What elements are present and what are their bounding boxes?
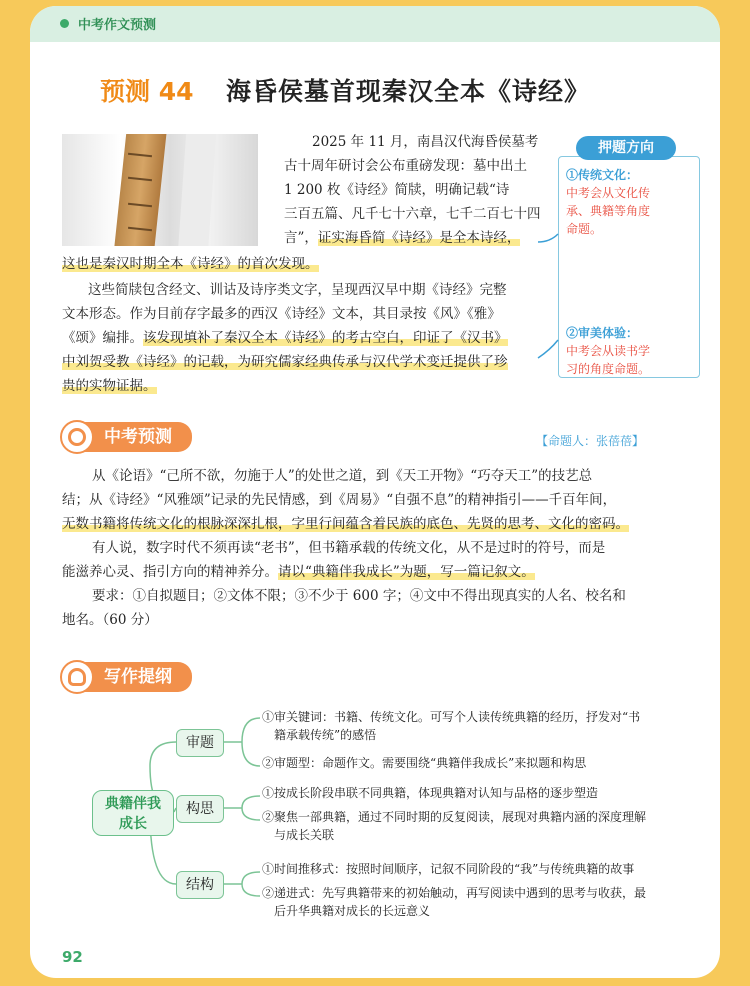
section-heading-outline: 写作提纲 <box>76 662 192 692</box>
outline-leaf-structure-2: ②递进式：先写典籍带来的初始触动，再写阅读中遇到的思考与收获，最 后升华典籍对成长的长远意义 <box>262 886 647 918</box>
writing-prompt: 从《论语》“己所不欲，勿施于人”的处世之道，到《天工开物》“巧夺天工”的技艺总 结；从《诗经》“风雅颂”记录的先民情感，到《周易》“自强不息”的精神指引——千百年间， 无数书籍将传统文化的根脉深深扎根，字里行间蕴含着民族的底色、先贤的思考、文化的密码。 有人说，数字时代不须再读“老书”，但书籍承载的传统文化，从不是过时的符号，而是 能滋养心灵、指引方向的精神养分。请以“典籍伴我成长”为题，写一篇记叙文。 要求：①自拟题目；②文体不限；③不少于 600 字；④文中不得出现真实的人名、校名和 地名。（60 分） <box>62 468 629 628</box>
page-number: 92 <box>62 948 83 966</box>
article-paragraph-1: 2025 年 11 月，南昌汉代海昏侯墓考 古十周年研讨会公布重磅发现：墓中出土 1 200 枚《诗经》简牍，明确记载“诗 三百五篇、凡千七十六章，七千二百七十四 言”，证实海昏简《诗经》是全本诗经， <box>284 134 541 246</box>
author-credit: 【命题人：张蓓蓓】 <box>536 434 645 448</box>
outline-node-topic: 审题 <box>176 729 224 757</box>
sidebar-item-culture: ①传统文化： 中考会从文化传 承、典籍等角度 命题。 <box>566 168 651 236</box>
outline-leaf-structure-1: ①时间推移式：按照时间顺序，记叙不同阶段的“我”与传统典籍的故事 <box>262 862 635 876</box>
article-paragraph-2: 这些简牍包含经文、训诂及诗序类文字，呈现西汉早中期《诗经》完整 文本形态。作为目前存字最多的西汉《诗经》文本，其目录按《风》《雅》 《颂》编排。该发现填补了秦汉全本《诗经》的考古空白，印证了《汉书》 中刘贺受教《诗经》的记载，为研究儒家经典传承与汉代学术变迁提供了珍 贵的实物证据。 <box>62 282 508 394</box>
page-title: 海昏侯墓首现秦汉全本《诗经》 <box>226 77 591 106</box>
outline-leaf-topic-1: ①审关键词：书籍、传统文化。可写个人读传统典籍的经历，抒发对“书 籍承载传统”的感悟 <box>262 710 641 742</box>
sidebar-item-aesthetic: ②审美体验： 中考会从读书学 习的角度命题。 <box>566 326 651 376</box>
sidebar-heading: 押题方向 <box>576 136 676 160</box>
section-heading-prediction: 中考预测 <box>76 422 192 452</box>
article-paragraph-1-end: 这也是秦汉时期全本《诗经》的首次发现。 <box>62 256 319 272</box>
outline-node-structure: 结构 <box>176 871 224 899</box>
breadcrumb: 中考作文预测 <box>78 18 157 33</box>
page <box>30 6 720 978</box>
outline-leaf-concept-1: ①按成长阶段串联不同典籍，体现典籍对认知与品格的逐步塑造 <box>262 786 599 800</box>
outline-leaf-topic-2: ②审题型：命题作文。需要围绕“典籍伴我成长”来拟题和构思 <box>262 756 587 770</box>
outline-node-concept: 构思 <box>176 795 224 823</box>
prediction-number: 预测 44 <box>100 77 194 106</box>
outline-root-node: 典籍伴我 成长 <box>92 790 174 836</box>
outline-leaf-concept-2: ②聚焦一部典籍，通过不同时期的反复阅读，展现对典籍内涵的深度理解 与成长关联 <box>262 810 647 842</box>
